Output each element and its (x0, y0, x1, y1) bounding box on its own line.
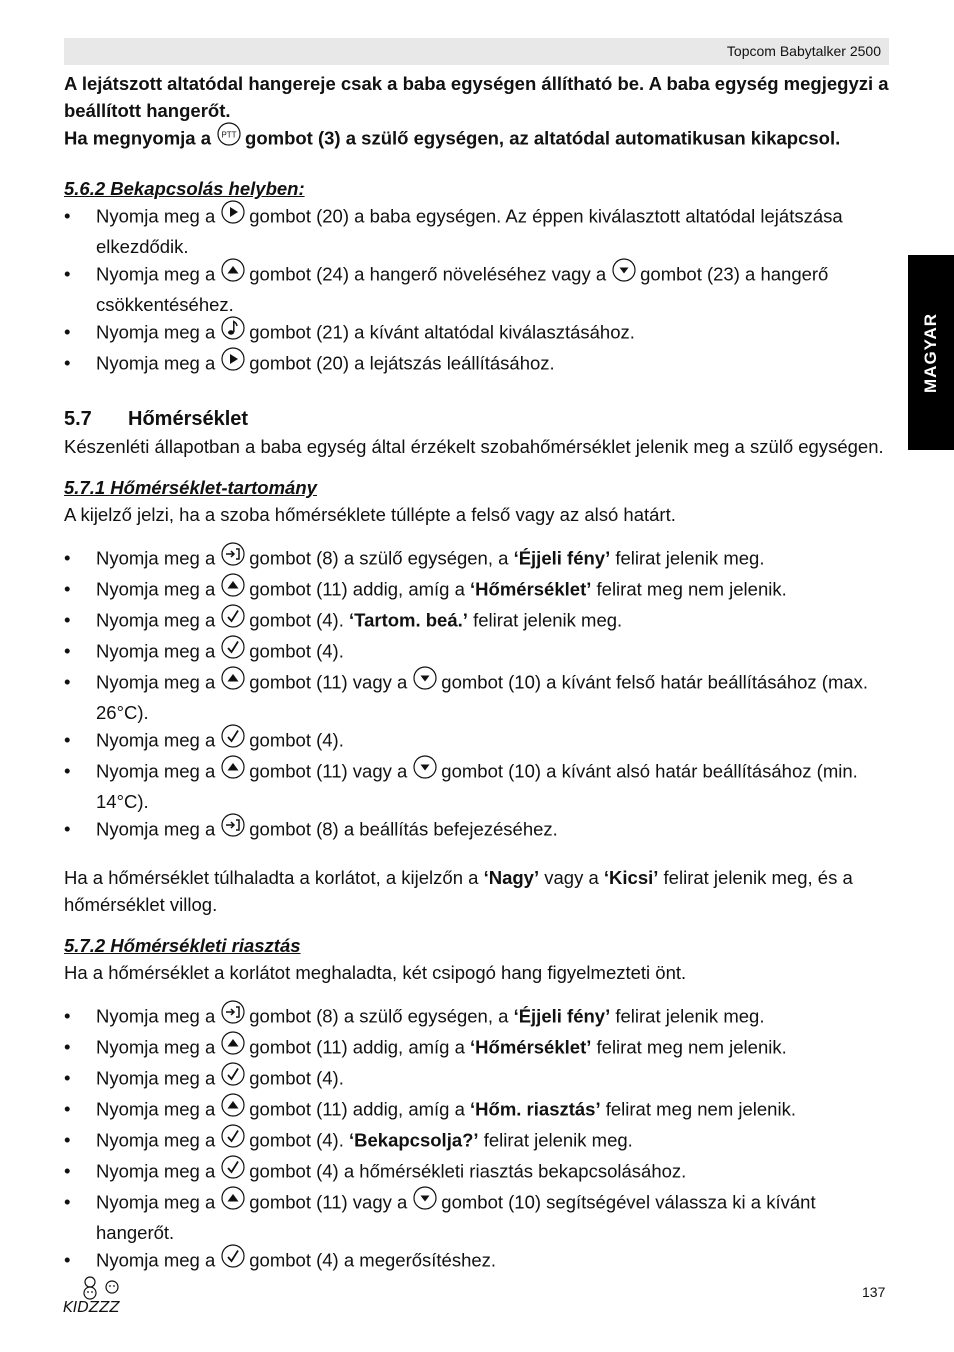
header-bar (64, 38, 889, 65)
list-item: • Nyomja meg a gombot (11) vagy a gombot (10) segítségével válassza ki a kívánt hangerőt. (64, 1188, 889, 1246)
down-arrow-icon (612, 258, 636, 289)
svg-text:KIDZZZ: KIDZZZ (63, 1298, 120, 1316)
check-icon (221, 1062, 245, 1093)
check-icon (221, 604, 245, 635)
up-arrow-icon (221, 258, 245, 289)
header-title: Topcom Babytalker 2500 (726, 43, 881, 59)
list-item: • Nyomja meg a gombot (21) a kívánt altatódal kiválasztásához. (64, 318, 889, 349)
enter-icon (221, 542, 245, 573)
list-item: • Nyomja meg a gombot (8) a szülő egységen, a ‘Éjjeli fény’ felirat jelenik meg. (64, 544, 889, 575)
check-icon (221, 724, 245, 755)
language-tab (908, 255, 954, 450)
list-item: • Nyomja meg a gombot (24) a hangerő növeléséhez vagy a gombot (23) a hangerő csökkentéséhez. (64, 260, 889, 318)
list-item: • Nyomja meg a gombot (8) a beállítás befejezéséhez. (64, 815, 889, 846)
intro-paragraph-1: A lejátszott altatódal hangereje csak a baba egységen állítható be. A baba egység megjegyzi a beállított hangerőt. (64, 73, 889, 121)
kidzzz-logo (60, 1272, 140, 1323)
up-arrow-icon (221, 755, 245, 786)
enter-icon (221, 1000, 245, 1031)
section-5-7-body: Készenléti állapotban a baba egység által érzékelt szobahőmérséklet jelenik meg a szülő egységen. (64, 436, 884, 457)
list-item: • Nyomja meg a gombot (4). (64, 637, 889, 668)
check-icon (221, 1244, 245, 1275)
list-item: • Nyomja meg a gombot (4). (64, 726, 889, 757)
check-icon (221, 635, 245, 666)
up-arrow-icon (221, 1031, 245, 1062)
down-arrow-icon (413, 1186, 437, 1217)
section-5-6-2-list (64, 202, 889, 380)
list-item: • Nyomja meg a gombot (4) a hőmérsékleti riasztás bekapcsolásához. (64, 1157, 889, 1188)
list-item: • Nyomja meg a gombot (20) a lejátszás leállításához. (64, 349, 889, 380)
up-arrow-icon (221, 666, 245, 697)
check-icon (221, 1124, 245, 1155)
list-item: • Nyomja meg a gombot (20) a baba egységen. Az éppen kiválasztott altatódal lejátszása elkezdődik. (64, 202, 889, 260)
list-item: • Nyomja meg a gombot (11) vagy a gombot (10) a kívánt felső határ beállításához (max. 26°C). (64, 668, 889, 726)
down-arrow-icon (413, 666, 437, 697)
section-5-7-1-body: A kijelző jelzi, ha a szoba hőmérséklete túllépte a felső vagy az alsó határt. (64, 504, 676, 525)
up-arrow-icon (221, 573, 245, 604)
list-item: • Nyomja meg a gombot (4). ‘Tartom. beá.’ felirat jelenik meg. (64, 606, 889, 637)
enter-icon (221, 813, 245, 844)
page-content (64, 70, 889, 1277)
svg-text:PTT: PTT (221, 130, 237, 140)
section-5-7-2-list (64, 1002, 889, 1277)
list-item: • Nyomja meg a gombot (4). (64, 1064, 889, 1095)
section-5-7-heading: 5.7 Hőmérséklet (64, 408, 249, 430)
list-item: • Nyomja meg a gombot (8) a szülő egységen, a ‘Éjjeli fény’ felirat jelenik meg. (64, 1002, 889, 1033)
up-arrow-icon (221, 1186, 245, 1217)
list-item: • Nyomja meg a gombot (11) vagy a gombot (10) a kívánt alsó határ beállításához (min. 14°C). (64, 757, 889, 815)
list-item: • Nyomja meg a gombot (11) addig, amíg a ‘Hőm. riasztás’ felirat meg nem jelenik. (64, 1095, 889, 1126)
section-5-7-1-title: 5.7.1 Hőmérséklet-tartomány (64, 477, 317, 498)
section-5-6-2-title: 5.6.2 Bekapcsolás helyben: (64, 178, 305, 199)
play-icon (221, 347, 245, 378)
ptt-icon (217, 122, 241, 153)
list-item: • Nyomja meg a gombot (4) a megerősítéshez. (64, 1246, 889, 1277)
list-item: • Nyomja meg a gombot (4). ‘Bekapcsolja?’ felirat jelenik meg. (64, 1126, 889, 1157)
play-icon (221, 200, 245, 231)
language-tab-label: MAGYAR (921, 312, 940, 393)
down-arrow-icon (413, 755, 437, 786)
page-number: 137 (862, 1284, 886, 1300)
list-item: • Nyomja meg a gombot (11) addig, amíg a ‘Hőmérséklet’ felirat meg nem jelenik. (64, 1033, 889, 1064)
up-arrow-icon (221, 1093, 245, 1124)
music-note-icon (221, 316, 245, 347)
section-5-7-2-body: Ha a hőmérséklet a korlátot meghaladta, két csipogó hang figyelmezteti önt. (64, 962, 687, 983)
section-5-7-1-note: Ha a hőmérséklet túlhaladta a korlátot, a kijelzőn a ‘Nagy’ vagy a ‘Kicsi’ felirat jelenik meg, és a hőmérséklet villog. (64, 867, 853, 915)
intro-paragraph-2: Ha megnyomja a PTT gombot (3) a szülő egységen, az altatódal automatikusan kikapcsol. (64, 124, 889, 155)
section-5-7-2-title: 5.7.2 Hőmérsékleti riasztás (64, 935, 301, 956)
section-5-7-1-list (64, 544, 889, 846)
list-item: • Nyomja meg a gombot (11) addig, amíg a ‘Hőmérséklet’ felirat meg nem jelenik. (64, 575, 889, 606)
check-icon (221, 1155, 245, 1186)
